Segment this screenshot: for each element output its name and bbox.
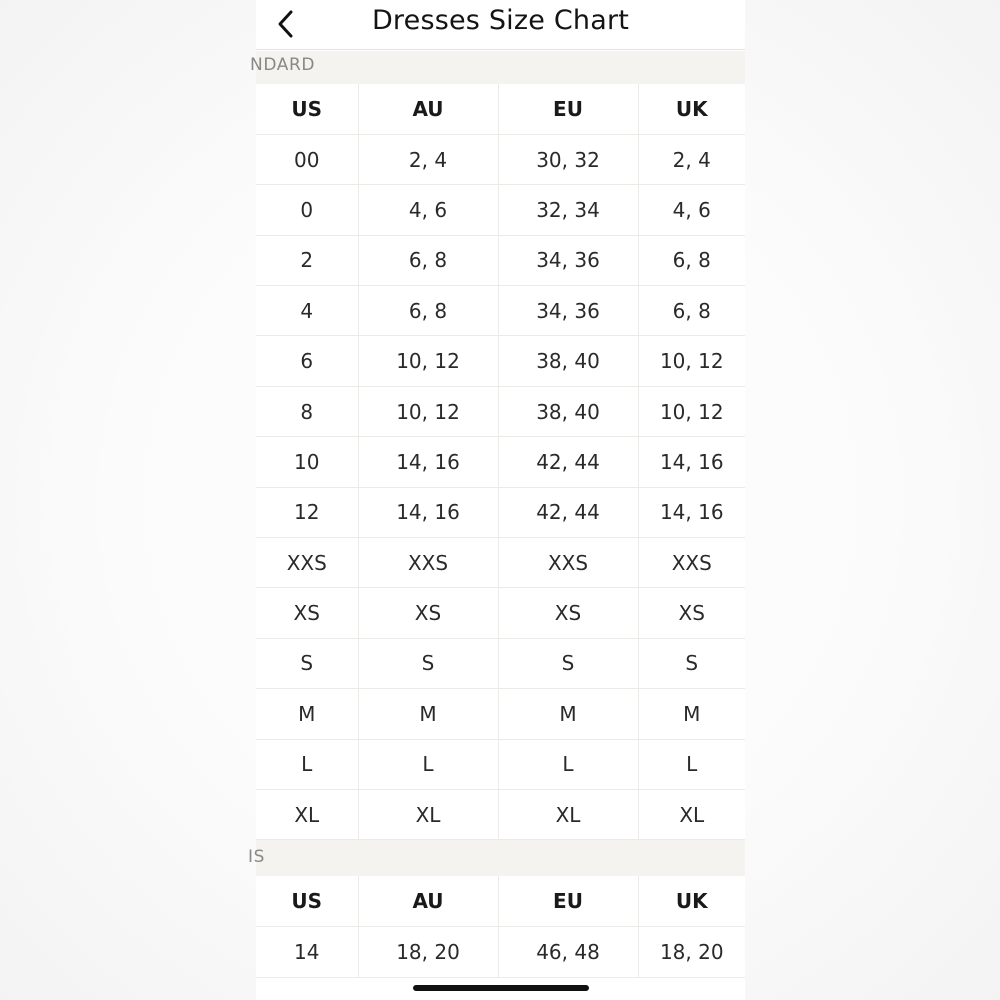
cell-au: S (358, 638, 498, 688)
cell-eu: 32, 34 (498, 185, 638, 235)
cell-us: XL (256, 789, 358, 839)
cell-us: 2 (256, 235, 358, 285)
table-row (256, 134, 745, 184)
table-row (256, 437, 745, 487)
cell-au: 14, 16 (358, 437, 498, 487)
cell-au: 6, 8 (358, 286, 498, 336)
cell-us: 14 (256, 927, 358, 977)
nav-header (256, 0, 745, 50)
cell-au: 6, 8 (358, 235, 498, 285)
cell-au: M (358, 689, 498, 739)
cell-us: XS (256, 588, 358, 638)
table-row (256, 689, 745, 739)
table-row (256, 538, 745, 588)
cell-uk: 4, 6 (638, 185, 745, 235)
column-header-au: AU (358, 876, 498, 926)
cell-eu: 42, 44 (498, 437, 638, 487)
cell-eu: 34, 36 (498, 286, 638, 336)
table-row (256, 927, 745, 977)
table-row (256, 588, 745, 638)
cell-uk: XS (638, 588, 745, 638)
cell-us: 0 (256, 185, 358, 235)
cell-us: 8 (256, 386, 358, 436)
cell-eu: S (498, 638, 638, 688)
column-header-uk: UK (638, 84, 745, 134)
cell-uk: 14, 16 (638, 437, 745, 487)
cell-eu: XL (498, 789, 638, 839)
cell-eu: 38, 40 (498, 336, 638, 386)
cell-us: 6 (256, 336, 358, 386)
cell-us: M (256, 689, 358, 739)
cell-us: 00 (256, 134, 358, 184)
app-screen (248, 0, 745, 1000)
column-header-uk: UK (638, 876, 745, 926)
cell-eu: M (498, 689, 638, 739)
page-title: Dresses Size Chart (371, 5, 630, 36)
table-header-row (256, 876, 745, 926)
cell-eu: XXS (498, 538, 638, 588)
cell-us: XXS (256, 538, 358, 588)
cell-eu: 34, 36 (498, 235, 638, 285)
cell-uk: 14, 16 (638, 487, 745, 537)
cell-uk: 18, 20 (638, 927, 745, 977)
table-row (256, 185, 745, 235)
column-header-us: US (256, 876, 358, 926)
size-table-plus (256, 876, 745, 977)
cell-eu: 42, 44 (498, 487, 638, 537)
cell-us: 4 (256, 286, 358, 336)
cell-au: 10, 12 (358, 386, 498, 436)
home-indicator[interactable] (413, 985, 589, 991)
cell-au: XXS (358, 538, 498, 588)
column-header-us: US (256, 84, 358, 134)
cell-uk: L (638, 739, 745, 789)
cell-uk: 10, 12 (638, 336, 745, 386)
column-header-au: AU (358, 84, 498, 134)
cell-uk: 2, 4 (638, 134, 745, 184)
cell-uk: S (638, 638, 745, 688)
cell-uk: XXS (638, 538, 745, 588)
cell-au: 14, 16 (358, 487, 498, 537)
cell-eu: 46, 48 (498, 927, 638, 977)
section-header-plus: IS (256, 840, 745, 876)
cell-uk: XL (638, 789, 745, 839)
cell-eu: L (498, 739, 638, 789)
table-row (256, 487, 745, 537)
size-table-standard (256, 84, 745, 840)
cell-au: 4, 6 (358, 185, 498, 235)
cell-uk: 6, 8 (638, 235, 745, 285)
table-body-plus (256, 927, 745, 977)
cell-eu: 30, 32 (498, 134, 638, 184)
cell-us: 12 (256, 487, 358, 537)
cell-us: 10 (256, 437, 358, 487)
cell-au: XL (358, 789, 498, 839)
cell-au: 10, 12 (358, 336, 498, 386)
column-header-eu: EU (498, 876, 638, 926)
table-row (256, 286, 745, 336)
table-row (256, 638, 745, 688)
cell-au: 2, 4 (358, 134, 498, 184)
table-row (256, 336, 745, 386)
size-chart-scroll[interactable] (248, 51, 745, 964)
cell-au: 18, 20 (358, 927, 498, 977)
cell-au: XS (358, 588, 498, 638)
cell-uk: 6, 8 (638, 286, 745, 336)
table-row (256, 235, 745, 285)
table-header-row (256, 84, 745, 134)
section-header-standard: NDARD (256, 51, 745, 84)
table-row (256, 789, 745, 839)
column-header-eu: EU (498, 84, 638, 134)
table-row (256, 739, 745, 789)
cell-us: L (256, 739, 358, 789)
cell-uk: M (638, 689, 745, 739)
cell-eu: 38, 40 (498, 386, 638, 436)
cell-uk: 10, 12 (638, 386, 745, 436)
cell-us: S (256, 638, 358, 688)
table-body-standard (256, 134, 745, 839)
cell-au: L (358, 739, 498, 789)
cell-eu: XS (498, 588, 638, 638)
table-row (256, 386, 745, 436)
